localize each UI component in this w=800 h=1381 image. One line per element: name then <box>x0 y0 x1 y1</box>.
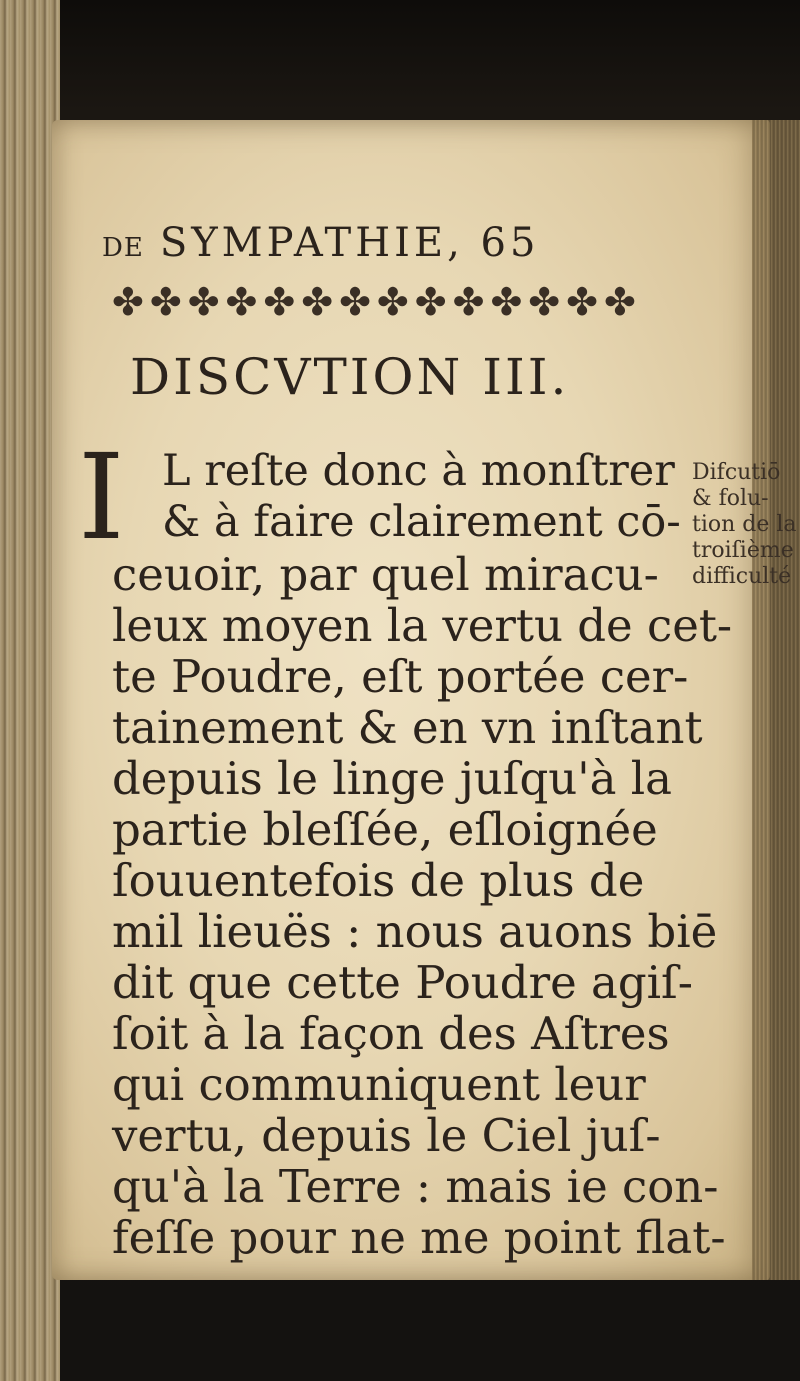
margin-note <box>692 460 800 590</box>
body-line: te Poudre, eſt portée cer- <box>112 650 689 703</box>
body-line: ceuoir, par quel miracu- <box>112 548 659 601</box>
running-head-title: SYMPATHIE, <box>159 220 464 266</box>
body-line: vertu, depuis le Ciel juſ- <box>112 1109 661 1162</box>
ornament-glyph: ✤ <box>149 280 182 324</box>
body-line: tainement & en vn inſtant <box>112 701 703 754</box>
body-line: depuis le linge juſqu'à la <box>112 752 672 805</box>
ornament-glyph: ✤ <box>263 280 296 324</box>
body-line: L reſte donc à monſtrer <box>162 446 675 496</box>
body-line: qu'à la Terre : mais ie con- <box>112 1160 719 1213</box>
margin-note-line: difficulté <box>692 564 792 589</box>
body-line: feſſe pour ne me point flat- <box>112 1211 726 1264</box>
body-line: leux moyen la vertu de cet- <box>112 599 733 652</box>
page-number: 65 <box>480 220 540 266</box>
ornament-glyph: ✤ <box>566 280 598 324</box>
running-head-de: DE <box>102 233 144 263</box>
ornament-glyph: ✤ <box>301 280 334 324</box>
body-line: mil lieuës : nous auons biē <box>112 905 718 958</box>
left-page-edges <box>0 0 60 1381</box>
ornament-glyph: ✤ <box>339 280 371 324</box>
body-line: dit que cette Poudre agiſ- <box>112 956 693 1009</box>
ornament-glyph: ✤ <box>414 280 447 324</box>
ornament-glyph: ✤ <box>225 280 258 324</box>
page-text <box>52 120 797 1280</box>
ornament-glyph: ✤ <box>187 280 220 324</box>
decorative-ornament-band <box>112 280 672 326</box>
body-line: & à faire clairement cō- <box>162 497 681 547</box>
body-line: qui communiquent leur <box>112 1058 646 1111</box>
ornament-glyph: ✤ <box>376 280 409 324</box>
body-line: ſoit à la façon des Aſtres <box>112 1007 670 1060</box>
ornament-glyph: ✤ <box>452 280 485 324</box>
chapter-title: DISCVTION III. <box>130 348 570 406</box>
margin-note-line: Difcutiō <box>692 460 781 485</box>
body-line: partie bleſſée, eſloignée <box>112 803 658 856</box>
ornament-glyph: ✤ <box>603 280 636 324</box>
running-head <box>102 220 539 266</box>
margin-note-line: & folu- <box>692 486 769 511</box>
ornament-glyph: ✤ <box>528 280 561 324</box>
ornament-glyph: ✤ <box>490 280 523 324</box>
margin-note-line: tion de la <box>692 512 797 537</box>
body-line: ſouuentefois de plus de <box>112 854 645 907</box>
margin-note-line: troiſième <box>692 538 794 563</box>
drop-cap: I <box>78 428 125 566</box>
ornament-glyph: ✤ <box>112 280 144 324</box>
